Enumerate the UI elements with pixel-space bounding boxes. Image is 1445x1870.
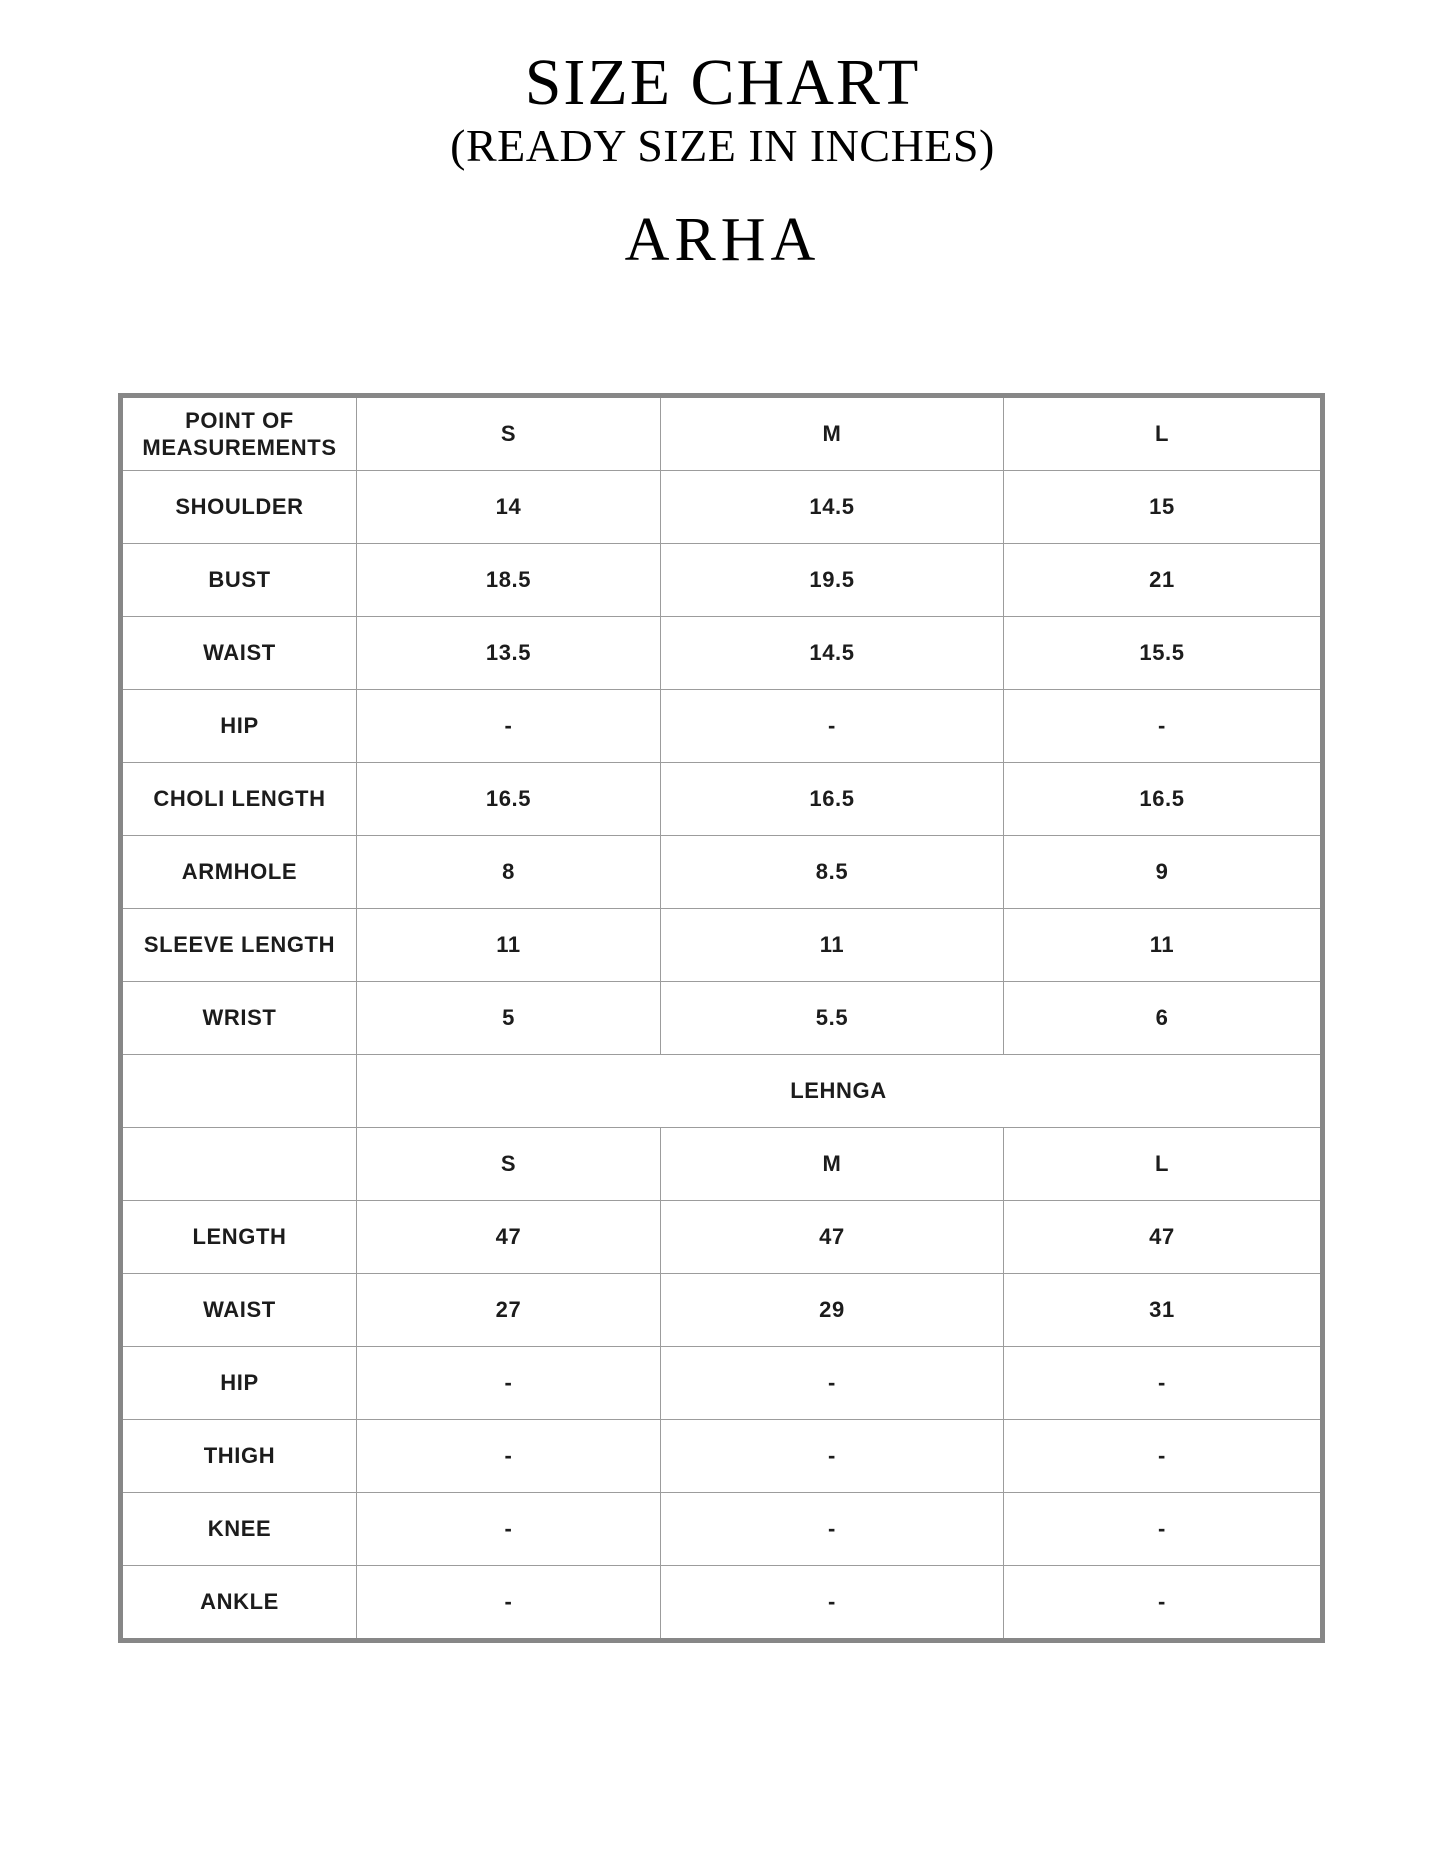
row-value-m: - [661, 1566, 1004, 1641]
row-value-s: 16.5 [357, 763, 661, 836]
section-banner-spacer [121, 1055, 357, 1128]
lehnga-header-size-s: S [357, 1128, 661, 1201]
row-value-l: 15 [1004, 471, 1323, 544]
table-row [121, 1420, 1323, 1493]
row-label: ARMHOLE [121, 836, 357, 909]
row-value-s: 8 [357, 836, 661, 909]
row-label: BUST [121, 544, 357, 617]
table-row [121, 909, 1323, 982]
row-value-s: 47 [357, 1201, 661, 1274]
row-value-s: 5 [357, 982, 661, 1055]
lehnga-header-row [121, 1128, 1323, 1201]
row-value-m: 8.5 [661, 836, 1004, 909]
brand-name: ARHA [624, 205, 821, 274]
row-label: KNEE [121, 1493, 357, 1566]
heading-block [0, 0, 1445, 274]
section-banner-row [121, 1055, 1323, 1128]
lehnga-header-spacer [121, 1128, 357, 1201]
table-row [121, 1201, 1323, 1274]
row-value-l: 47 [1004, 1201, 1323, 1274]
row-label: WRIST [121, 982, 357, 1055]
row-value-s: - [357, 1493, 661, 1566]
page-title: SIZE CHART [524, 46, 921, 119]
table-row [121, 690, 1323, 763]
row-label: HIP [121, 690, 357, 763]
row-label: WAIST [121, 1274, 357, 1347]
table-row [121, 1493, 1323, 1566]
row-value-l: - [1004, 1347, 1323, 1420]
header-size-m: M [661, 396, 1004, 471]
table-row [121, 763, 1323, 836]
header-size-l: L [1004, 396, 1323, 471]
table-row [121, 1274, 1323, 1347]
row-value-l: - [1004, 690, 1323, 763]
row-value-l: - [1004, 1493, 1323, 1566]
row-value-l: 6 [1004, 982, 1323, 1055]
page-subtitle: (READY SIZE IN INCHES) [450, 120, 995, 172]
row-value-l: - [1004, 1566, 1323, 1641]
row-label: ANKLE [121, 1566, 357, 1641]
row-value-m: 29 [661, 1274, 1004, 1347]
row-value-s: 27 [357, 1274, 661, 1347]
lehnga-header-size-l: L [1004, 1128, 1323, 1201]
row-value-l: 31 [1004, 1274, 1323, 1347]
row-value-m: 14.5 [661, 617, 1004, 690]
row-value-l: - [1004, 1420, 1323, 1493]
table-row [121, 544, 1323, 617]
row-value-s: 13.5 [357, 617, 661, 690]
header-label-line1: POINT OF [185, 407, 294, 433]
row-value-l: 16.5 [1004, 763, 1323, 836]
row-label: CHOLI LENGTH [121, 763, 357, 836]
section-banner-lehnga: LEHNGA [357, 1055, 1323, 1128]
row-label: LENGTH [121, 1201, 357, 1274]
row-value-m: 19.5 [661, 544, 1004, 617]
table-row [121, 617, 1323, 690]
table-header-row [121, 396, 1323, 471]
row-value-s: - [357, 1347, 661, 1420]
row-value-m: - [661, 1347, 1004, 1420]
size-chart-table [118, 393, 1325, 1643]
row-value-m: 14.5 [661, 471, 1004, 544]
row-value-m: 47 [661, 1201, 1004, 1274]
row-value-m: - [661, 1493, 1004, 1566]
row-label: SHOULDER [121, 471, 357, 544]
row-value-s: - [357, 1566, 661, 1641]
row-value-m: 16.5 [661, 763, 1004, 836]
row-value-m: - [661, 1420, 1004, 1493]
row-value-l: 9 [1004, 836, 1323, 909]
row-label: THIGH [121, 1420, 357, 1493]
row-value-s: - [357, 1420, 661, 1493]
table-row [121, 836, 1323, 909]
size-chart-table-wrapper [118, 393, 1325, 1643]
header-label-line2: MEASUREMENTS [142, 435, 337, 460]
header-size-s: S [357, 396, 661, 471]
table-row [121, 1347, 1323, 1420]
row-value-l: 15.5 [1004, 617, 1323, 690]
row-value-s: 18.5 [357, 544, 661, 617]
row-label: WAIST [121, 617, 357, 690]
row-label: HIP [121, 1347, 357, 1420]
table-row [121, 1566, 1323, 1641]
header-point-of-measurements [121, 396, 357, 471]
row-value-l: 21 [1004, 544, 1323, 617]
row-value-s: - [357, 690, 661, 763]
table-row [121, 982, 1323, 1055]
row-value-s: 14 [357, 471, 661, 544]
row-label: SLEEVE LENGTH [121, 909, 357, 982]
row-value-m: - [661, 690, 1004, 763]
lehnga-header-size-m: M [661, 1128, 1004, 1201]
row-value-l: 11 [1004, 909, 1323, 982]
row-value-s: 11 [357, 909, 661, 982]
row-value-m: 11 [661, 909, 1004, 982]
row-value-m: 5.5 [661, 982, 1004, 1055]
table-row [121, 471, 1323, 544]
